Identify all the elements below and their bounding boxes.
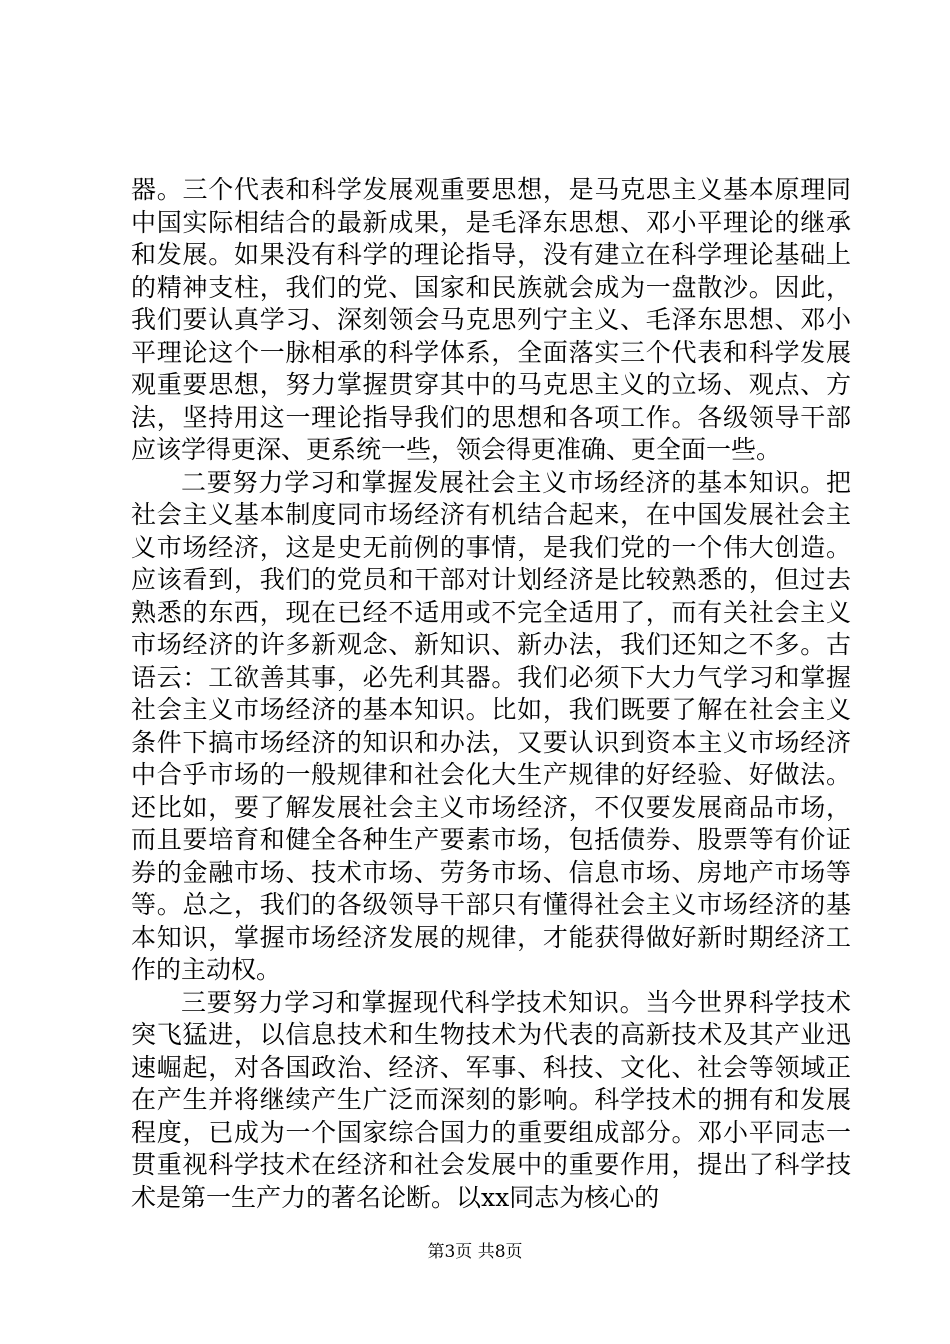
paragraph-1: 器。三个代表和科学发展观重要思想，是马克思主义基本原理同中国实际相结合的最新成果，是毛泽东思想、邓小平理论的继承和发展。如果没有科学的理论指导，没有建立在科学理论基础上的精神支柱，我们的党、国家和民族就会成为一盘散沙。因此，我们要认真学习、深刻领会马克思列宁主义、毛泽东思想、邓小平理论这个一脉相承的科学体系，全面落实三个代表和科学发展观重要思想，努力掌握贯穿其中的马克思主义的立场、观点、方法，坚持用这一理论指导我们的思想和各项工作。各级领导干部应该学得更深、更系统一些，领会得更准确、更全面一些。 — [131, 175, 851, 464]
document-body — [131, 174, 851, 1214]
paragraph-2: 二要努力学习和掌握发展社会主义市场经济的基本知识。把社会主义基本制度同市场经济有机结合起来，在中国发展社会主义市场经济，这是史无前例的事情，是我们党的一个伟大创造。应该看到，我们的党员和干部对计划经济是比较熟悉的，但过去熟悉的东西，现在已经不适用或不完全适用了，而有关社会主义市场经济的许多新观念、新知识、新办法，我们还知之不多。古语云：工欲善其事，必先利其器。我们必须下大力气学习和掌握社会主义市场经济的基本知识。比如，我们既要了解在社会主义条件下搞市场经济的知识和办法，又要认识到资本主义市场经济中合乎市场的一般规律和社会化大生产规律的好经验、好做法。还比如，要了解发展社会主义市场经济，不仅要发展商品市场，而且要培育和健全各种生产要素市场，包括债券、股票等有价证券的金融市场、技术市场、劳务市场、信息市场、房地产市场等等。总之，我们的各级领导干部只有懂得社会主义市场经济的基本知识，掌握市场经济发展的规律，才能获得做好新时期经济工作的主动权。 — [131, 467, 851, 984]
page-number-label: 第3页 共8页 — [427, 1242, 523, 1262]
page-footer — [0, 1242, 950, 1262]
paragraph-3: 三要努力学习和掌握现代科学技术知识。当今世界科学技术突飞猛进，以信息技术和生物技术为代表的高新技术及其产业迅速崛起，对各国政治、经济、军事、科技、文化、社会等领域正在产生并将继续产生广泛而深刻的影响。科学技术的拥有和发展程度，已成为一个国家综合国力的重要组成部分。邓小平同志一贯重视科学技术在经济和社会发展中的重要作用，提出了科学技术是第一生产力的著名论断。以xx同志为核心的 — [131, 987, 851, 1212]
